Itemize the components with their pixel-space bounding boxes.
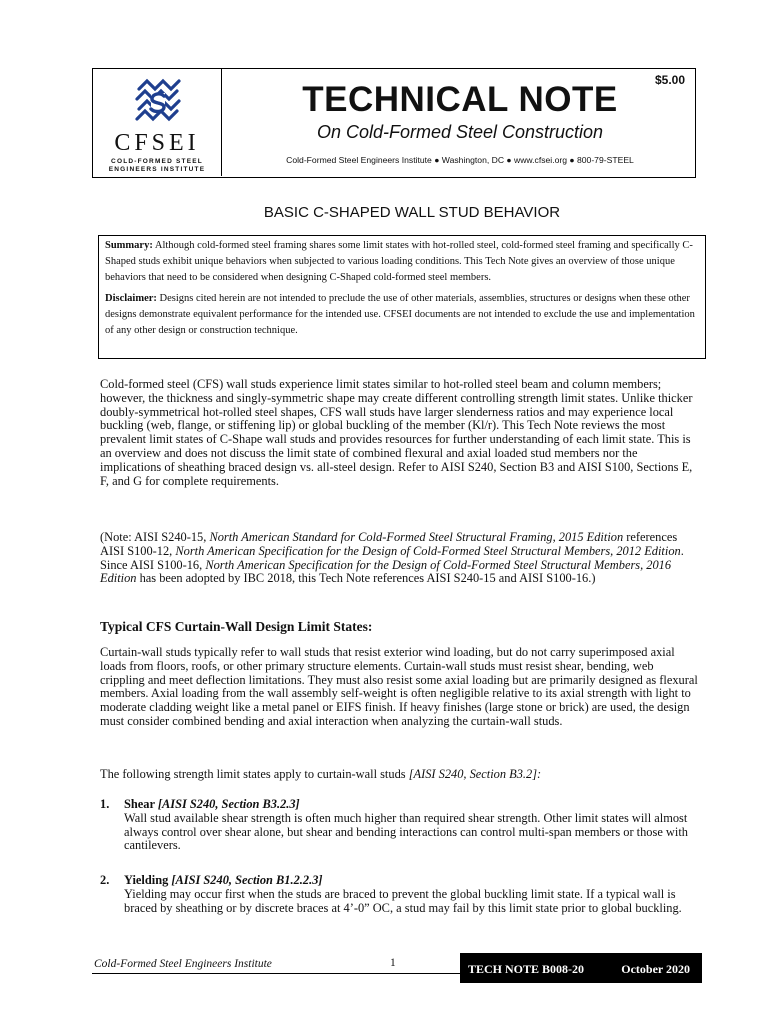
section-heading: Typical CFS Curtain-Wall Design Limit States: <box>100 619 373 634</box>
list-item-text: Wall stud available shear strength is often much higher than required shear strength. Other limit states will almost always control over shear alone, but shear and bending interactions can control multi-span members or those with cantilevers. <box>124 810 688 853</box>
page-number: 1 <box>390 957 396 969</box>
following-paragraph <box>100 768 700 782</box>
list-item-shear <box>100 798 700 853</box>
technical-note-subtitle: On Cold-Formed Steel Construction <box>316 122 604 142</box>
list-title-ref: [AISI S240, Section B1.2.2.3] <box>171 873 323 887</box>
list-title-text: Yielding <box>124 873 172 887</box>
curtain-wall-paragraph <box>100 646 700 729</box>
logo-wordmark: CFSEI <box>114 130 200 156</box>
footer-organization: Cold-Formed Steel Engineers Institute <box>94 958 272 970</box>
list-item-title <box>124 798 700 812</box>
note-paragraph <box>100 531 700 586</box>
disclaimer-text: Designs cited herein are not intended to preclude the use of other materials, assemblies, structures or designs when these other designs demonstrate equivalent performance for the intended use. CFSEI documents are not intended to exclude the use and implementation of any other design or construction technique. <box>105 293 695 336</box>
summary-label: Summary: <box>105 240 153 251</box>
list-number: 2. <box>100 873 110 887</box>
following-text <box>100 768 700 782</box>
note-text <box>100 531 700 586</box>
note-part2: references AISI S100-12, <box>100 530 678 558</box>
price: $5.00 <box>654 73 685 87</box>
following-ref: [AISI S240, Section B3.2]: <box>408 767 542 781</box>
list-body <box>124 874 700 915</box>
technical-note-title: TECHNICAL NOTE <box>302 80 618 119</box>
note-part3: . Since AISI S100-16, <box>100 543 684 572</box>
publication-date: October 2020 <box>621 962 690 976</box>
logo-subtitle-line2: ENGINEERS INSTITUTE <box>108 166 206 173</box>
list-item-title <box>124 874 700 888</box>
list-item-text: Yielding may occur first when the studs are braced to prevent the global buckling limit state. If a typical wall is braced by sheathing or by discrete braces at 4’-0” OC, a stud may fail by this limit state prior to global buckling. <box>124 886 682 915</box>
disclaimer-label: Disclaimer: <box>105 293 157 305</box>
list-title-text: Shear <box>124 797 158 811</box>
curtain-wall-text: Curtain-wall studs typically refer to wall studs that resist exterior wind loading, but do not carry superimposed axial loads from floors, roofs, or other primary structure elements. Curtain-wall studs must resist shear, bending, web crippling and meet deflection limitations. They must also resist some axial loading but are primarily designed as flexural members. Axial loading from the wall assembly self-weight is often negligible relative to its axial strength with light to moderate cladding weight like a metal panel or EIFS finish. If heavy finishes (large stone or brick) are used, the design must consider combined bending and axial interaction when analyzing the curtain-wall studs. <box>100 645 698 728</box>
cfsei-logo-icon <box>131 75 185 129</box>
footer-badge <box>460 953 702 983</box>
summary-box <box>98 235 706 359</box>
tech-note-number: TECH NOTE B008-20 <box>468 962 585 976</box>
note-part4: has been adopted by IBC 2018, this Tech Note references AISI S240-15 and AISI S100-16.) <box>136 571 596 586</box>
note-italic2: North American Specification for the Design of Cold-Formed Steel Structural Members, 2012 Edition <box>175 543 681 558</box>
following-main: The following strength limit states apply to curtain-wall studs <box>100 767 409 781</box>
list-title-ref: [AISI S240, Section B3.2.3] <box>157 797 300 811</box>
header-box <box>92 68 696 178</box>
note-italic1: North American Standard for Cold-Formed Steel Structural Framing, 2015 Edition <box>209 530 624 544</box>
intro-text: Cold-formed steel (CFS) wall studs experience limit states similar to hot-rolled steel beam and column members; however, the thickness and singly-symmetric shape may create different controlling strength limit states. Unlike thicker doubly-symmetrical hot-rolled steel shapes, CFS wall studs have larger slenderness ratios and may experience local buckling (web, flange, or stiffening lip) or global buckling of the member (Kl/r). This Tech Note reviews the most prevalent limit states of C-Shape wall studs and provides resources for further understanding of each limit state. This is an overview and does not discuss the limit state of combined flexural and axial loaded stud members nor the implications of sheathing braced design vs. all-steel design. Refer to AISI S240, Section B3 and AISI S100, Sections E, F, and G for complete requirements. <box>100 377 693 488</box>
logo-subtitle-line1: COLD-FORMED STEEL <box>111 158 203 165</box>
disclaimer-paragraph <box>105 291 699 338</box>
list-body <box>124 798 700 853</box>
logo-subtitle <box>93 158 221 174</box>
note-italic3: North American Specification for the Design of Cold-Formed Steel Structural Members, 2016 Edition <box>100 557 672 586</box>
contact-line: Cold-Formed Steel Engineers Institute ● Washington, DC ● www.cfsei.org ● 800-79-STEEL <box>286 155 634 165</box>
logo <box>93 69 222 176</box>
footer-divider <box>92 973 460 974</box>
list-number: 1. <box>100 797 110 811</box>
intro-paragraph <box>100 378 700 488</box>
document-title: BASIC C-SHAPED WALL STUD BEHAVIOR <box>263 204 561 221</box>
list-item-yielding <box>100 874 700 915</box>
note-part1: (Note: AISI S240-15, <box>100 530 210 544</box>
summary-text: Although cold-formed steel framing shares some limit states with hot-rolled steel, cold-formed steel framing and specifically C-Shaped studs exhibit unique behaviors when subjected to various loading conditions. This Tech Note gives an overview of those unique behaviors that need to be considered when designing C-Shaped cold-formed steel members. <box>105 240 693 283</box>
summary-paragraph <box>105 238 699 285</box>
